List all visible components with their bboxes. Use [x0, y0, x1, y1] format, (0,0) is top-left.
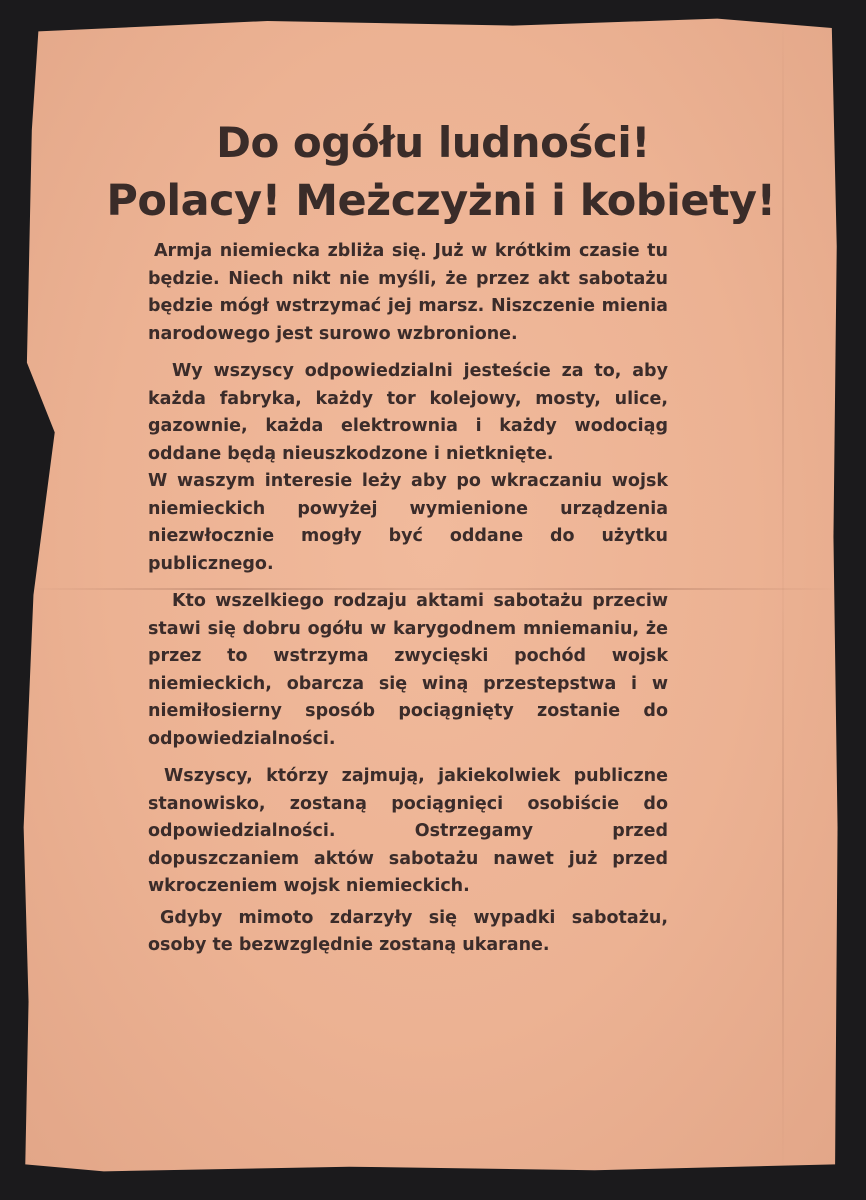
paragraph-2: Wy wszyscy odpowiedzialni jesteście za to, aby każda fabryka, każdy tor kolejowy, mosty, ulice, gazownie, każda elektrownia i każdy wodociąg oddane będą nieuszkodzone i nietknięte. [148, 361, 668, 464]
paragraph-6: Gdyby mimoto zdarzyły się wypadki sabotażu, osoby te bezwzględnie zostaną ukarane. [148, 907, 668, 955]
paragraph-1: Armja niemiecka zbliża się. Już w krótkim czasie tu będzie. Niech nikt nie myśli, że przez akt sabotażu będzie mógł wstrzymać jej marsz. Niszczenie mienia narodowego jest surowo wzbronione. [148, 241, 668, 344]
poster-title-line2: Polacy! Meżczyżni i kobiety! [106, 176, 776, 226]
paragraph-3: W waszym interesie leży aby po wkraczaniu wojsk niemieckich powyżej wymienione urządzenia niezwłocznie mogły być oddane do użytku publicznego. [148, 471, 668, 574]
paragraph-4: Kto wszelkiego rodzaju aktami sabotażu przeciw stawi się dobru ogółu w karygodnem mniemaniu, że przez to wstrzyma zwycięski pochód wojsk niemieckich, obarcza się winą przestepstwa i w niemiłosierny sposób pociągnięty zostanie do odpowiedzialności. [148, 591, 668, 749]
poster-body [148, 238, 668, 960]
paragraph-5: Wszyscy, którzy zajmują, jakiekolwiek publiczne stanowisko, zostaną pociągnięci osobiście do odpowiedzialności. Ostrzegamy przed dopuszczaniem aktów sabotażu nawet już przed wkroczeniem wojsk niemieckich. [148, 766, 668, 896]
poster-title-line1: Do ogółu ludności! [216, 118, 650, 167]
